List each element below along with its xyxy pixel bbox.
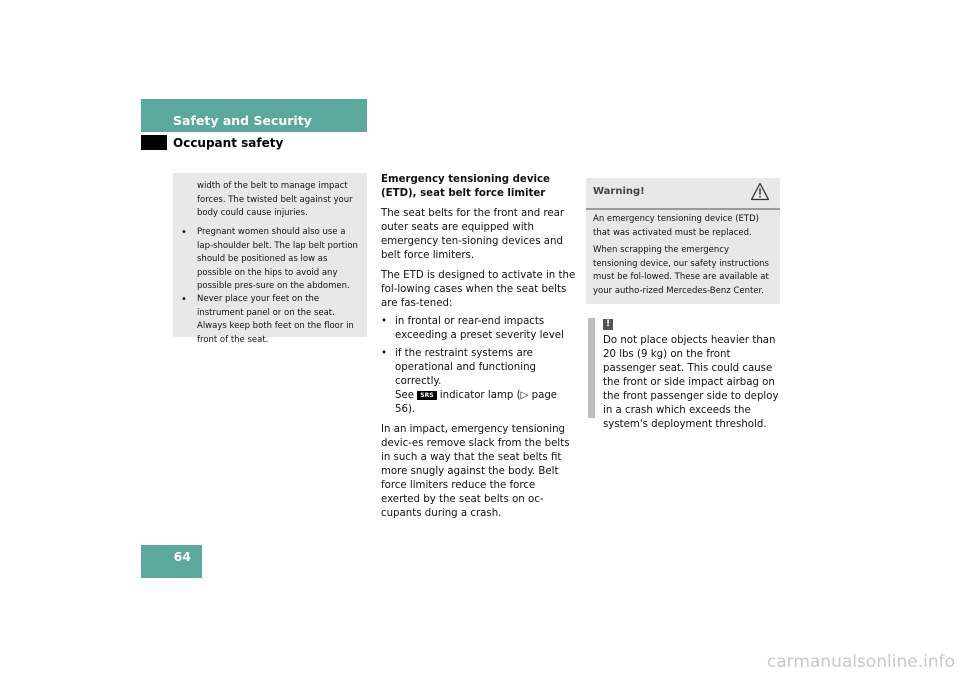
bullet-symbol: • bbox=[381, 348, 388, 359]
main-heading: Emergency tensioning device (ETD), seat belt force limiter bbox=[381, 174, 550, 199]
bullet-symbol: • bbox=[181, 227, 187, 238]
main-paragraph: The ETD is designed to activate in the fol-lowing cases when the seat belts are fas-tened: bbox=[381, 270, 576, 309]
section-tab-marker bbox=[141, 135, 167, 150]
warning-triangle-icon bbox=[750, 182, 770, 201]
bullet-symbol: • bbox=[181, 294, 187, 305]
watermark: carmanualsonline.info bbox=[766, 652, 955, 672]
main-bullet bbox=[381, 315, 577, 343]
warning-title: Warning! bbox=[593, 186, 645, 197]
page-reference-link[interactable]: indicator lamp (▷ page 56). bbox=[395, 390, 558, 415]
bullet-symbol: • bbox=[381, 316, 388, 327]
page-number: 64 bbox=[173, 549, 191, 564]
main-bullet-text: in frontal or rear-end impacts exceeding a preset severity level bbox=[395, 316, 564, 341]
warning-divider bbox=[586, 208, 780, 210]
main-paragraph: In an impact, emergency tensioning devic-es remove slack from the belts in such a way that the seat belts fit more snugly against the body. Belt force limiters reduce the force exerted by the seat belts on oc-cupants during a crash. bbox=[381, 424, 570, 519]
note-side-bar bbox=[588, 318, 595, 418]
exclamation-icon: ! bbox=[603, 319, 613, 330]
main-bullet-text: if the restraint systems are operational and functioning correctly. bbox=[395, 348, 536, 387]
left-note-bullet-text: Pregnant women should also use a lap-shoulder belt. The lap belt portion should be positioned as low as possible on the hips to avoid any possible pres-sure on the abdomen. bbox=[197, 227, 358, 291]
subsection-title: Occupant safety bbox=[173, 136, 284, 150]
warning-paragraph: An emergency tensioning device (ETD) that was activated must be replaced. bbox=[593, 214, 759, 238]
main-column bbox=[381, 173, 577, 521]
main-paragraph: The seat belts for the front and rear outer seats are equipped with emergency ten-sioning devices and belt force limiters. bbox=[381, 208, 565, 261]
srs-indicator-icon: SRS bbox=[417, 391, 436, 400]
note-text: Do not place objects heavier than 20 lbs (9 kg) on the front passenger seat. This could cause the front or side impact airbag on the front passenger side to deploy in a crash which exceeds the system's deployment threshold. bbox=[603, 335, 779, 430]
left-note-intro: width of the belt to manage impact forces. The twisted belt against your body could cause injuries. bbox=[197, 181, 353, 218]
main-bullet bbox=[381, 347, 577, 417]
left-note-bullet-text: Never place your feet on the instrument panel or on the seat. Always keep both feet on the floor in front of the seat. bbox=[197, 294, 354, 345]
see-text: See bbox=[395, 390, 415, 401]
warning-paragraph: When scrapping the emergency tensioning device, our safety instructions must be fol-lowed. These are available at your autho-rized Mercedes-Benz Center. bbox=[593, 245, 769, 296]
section-title: Safety and Security bbox=[173, 113, 312, 128]
warning-body bbox=[593, 213, 775, 298]
left-note-box bbox=[173, 173, 367, 345]
